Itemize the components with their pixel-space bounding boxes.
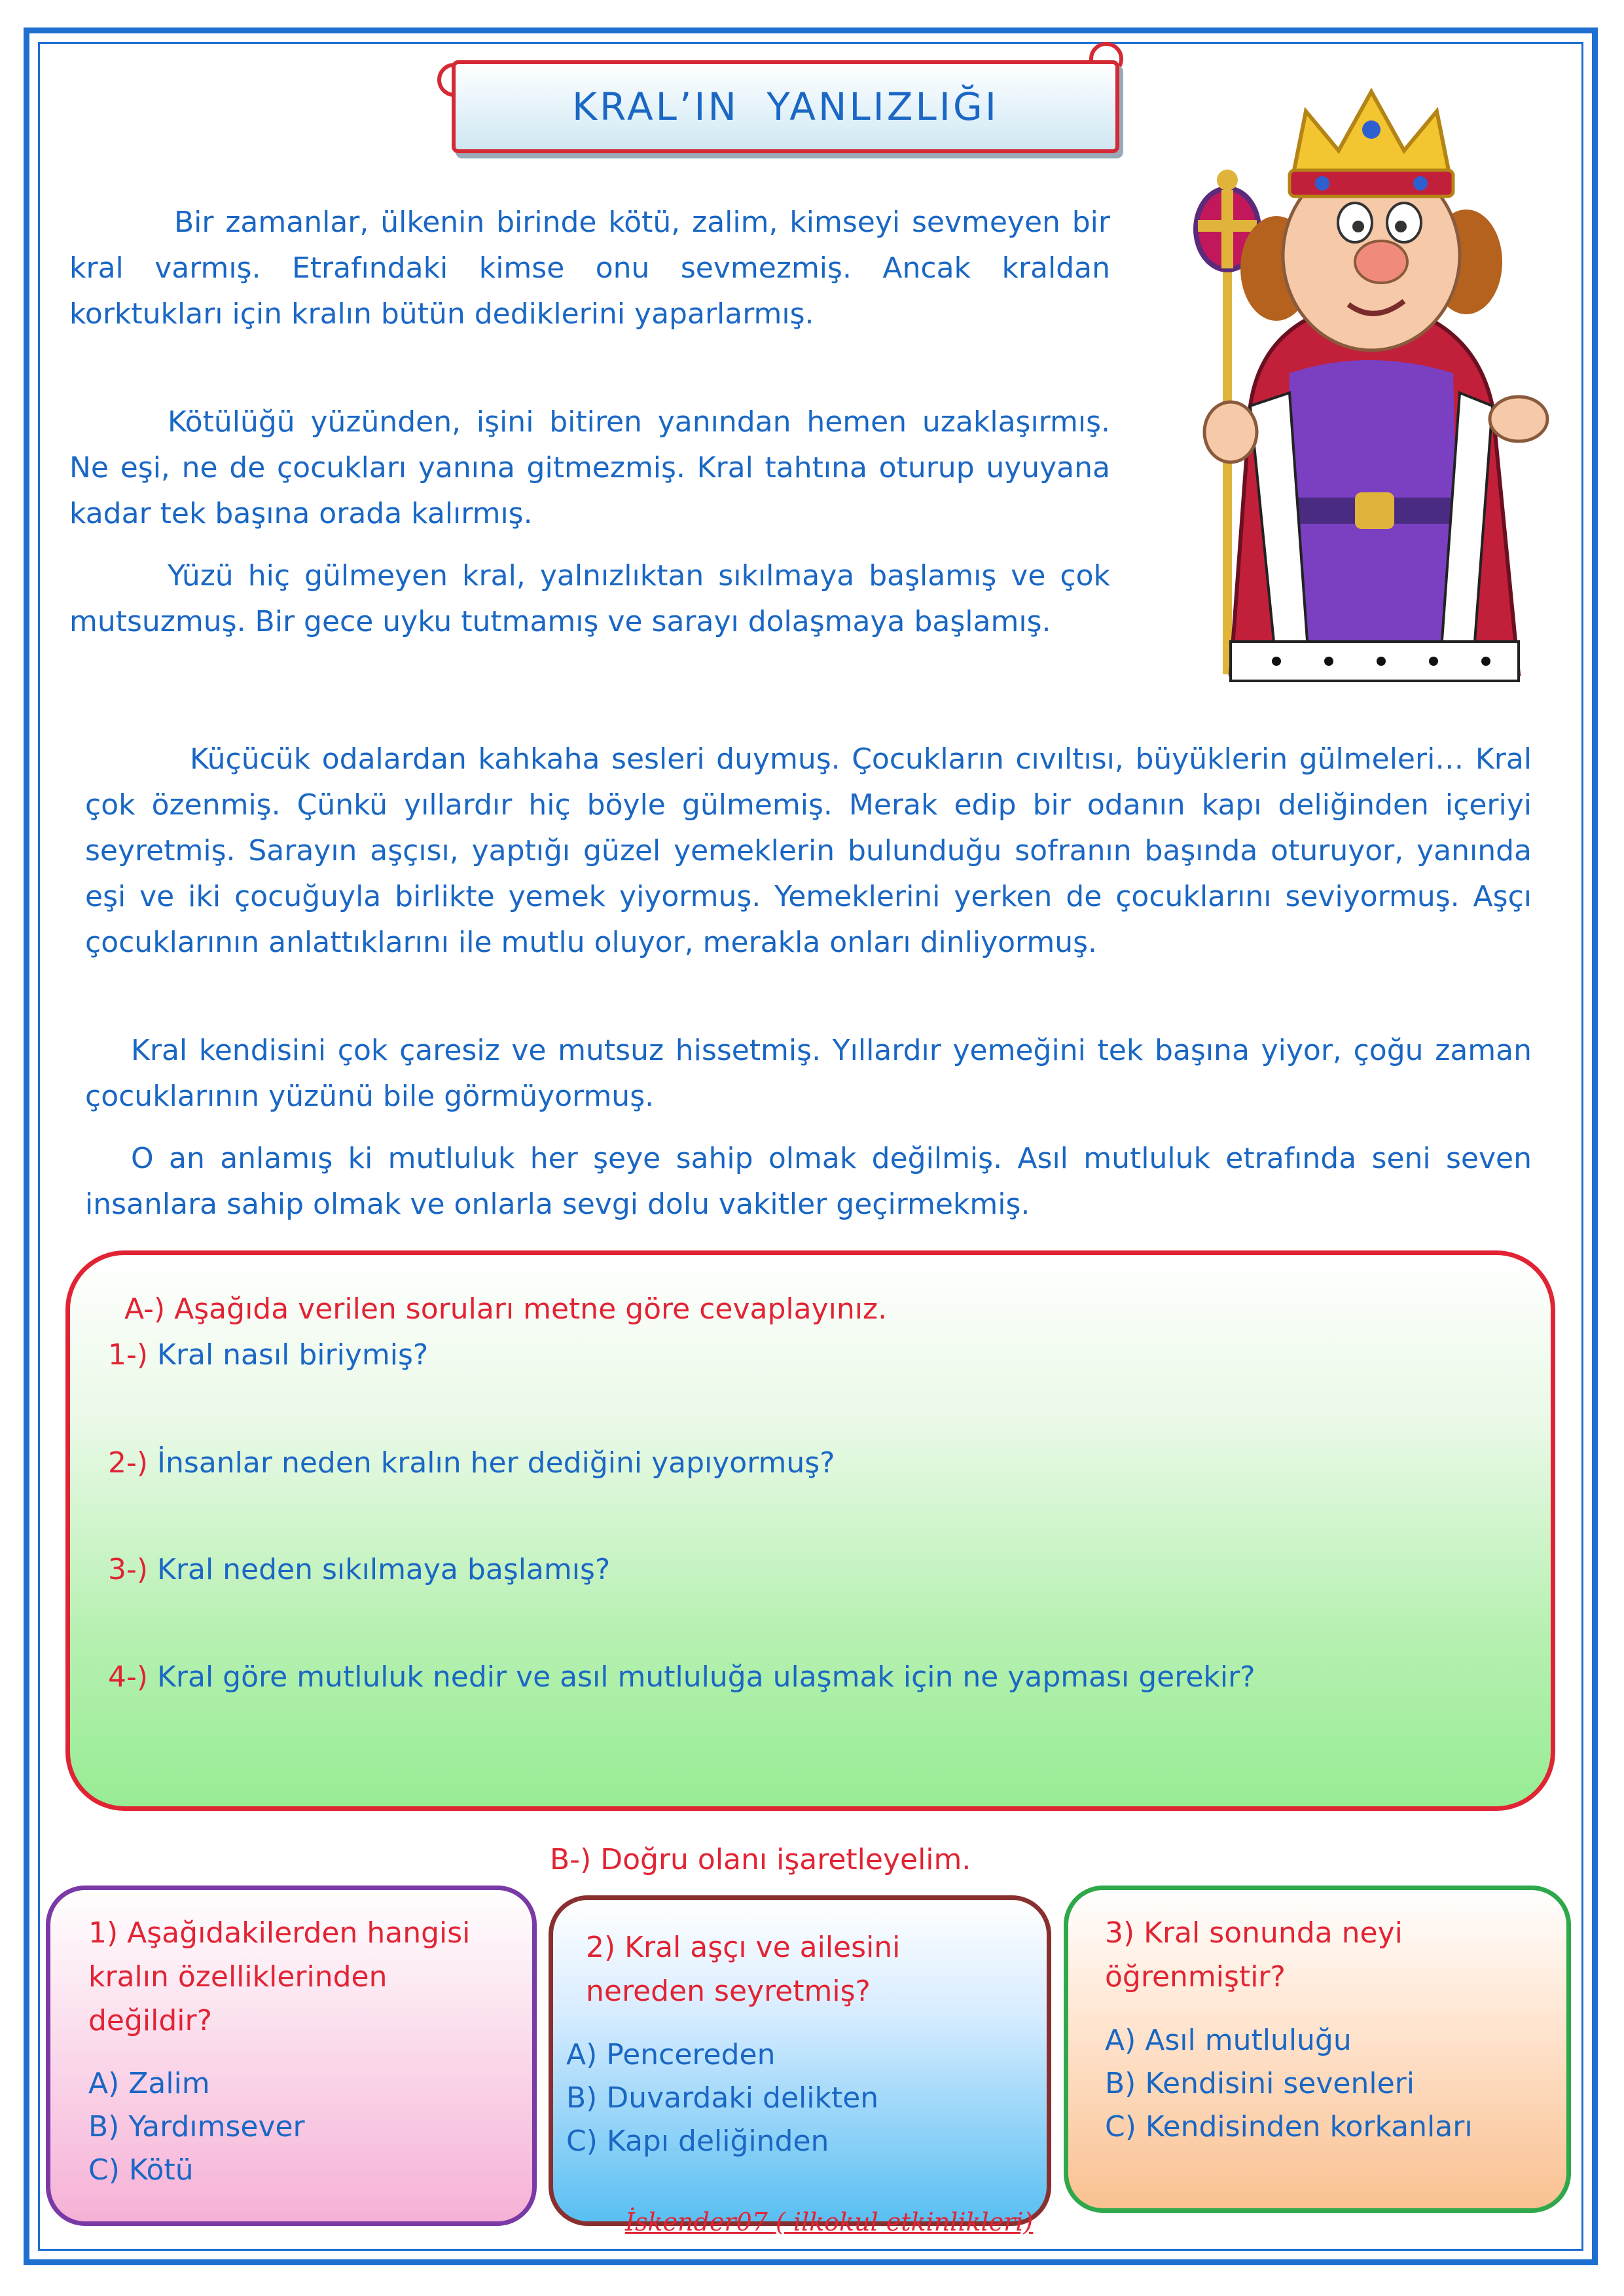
question-4-text: Kral göre mutluluk nedir ve asıl mutluluğa ulaşmak için ne yapması gerekir? xyxy=(157,1660,1255,1694)
choice-1-option-a[interactable]: A) Zalim xyxy=(88,2067,210,2100)
question-2-number: 2-) xyxy=(108,1446,149,1480)
story-paragraph-5: Kral kendisini çok çaresiz ve mutsuz hissetmiş. Yıllardır yemeğini tek başına yiyor, çoğu zaman çocuklarının yüzünü bile görmüyormuş. xyxy=(85,1034,1532,1113)
choice-1-question-line-2: kralın özelliklerinden xyxy=(88,1960,388,1994)
questions-box xyxy=(65,1250,1555,1811)
choice-2-option-b[interactable]: B) Duvardaki delikten xyxy=(566,2081,879,2115)
section-a-heading: A-) Aşağıda verilen soruları metne göre cevaplayınız. xyxy=(124,1292,888,1326)
question-4-number: 4-) xyxy=(108,1660,149,1694)
question-1-text: Kral nasıl biriymiş? xyxy=(157,1338,429,1372)
choice-2-option-a[interactable]: A) Pencereden xyxy=(566,2038,776,2071)
question-3-number: 3-) xyxy=(108,1553,149,1586)
question-1-number: 1-) xyxy=(108,1338,149,1372)
choice-3-question-line-2: öğrenmiştir? xyxy=(1105,1960,1286,1994)
title-banner xyxy=(452,60,1119,153)
choice-2-option-c[interactable]: C) Kapı deliğinden xyxy=(566,2124,829,2158)
choice-2-question-line-1: 2) Kral aşçı ve ailesini xyxy=(586,1931,901,1964)
story-paragraph-6: O an anlamış ki mutluluk her şeye sahip olmak değilmiş. Asıl mutluluk etrafında seni seven insanlara sahip olmak ve onlarla sevgi dolu vakitler geçirmekmiş. xyxy=(85,1142,1532,1221)
question-4 xyxy=(108,1658,1255,1697)
question-2 xyxy=(108,1444,835,1483)
page-title: KRAL’IN YANLIZLIĞI xyxy=(572,84,999,129)
footer-credit: İskender07 ( ilkokul etkinlikleri) xyxy=(625,2208,1034,2236)
story-paragraph-2: Kötülüğü yüzünden, işini bitiren yanından hemen uzaklaşırmış. Ne eşi, ne de çocukları yanına gitmezmiş. Kral tahtına oturup uyuyana kadar tek başına orada kalırmış. xyxy=(69,405,1110,530)
story-paragraph-3: Yüzü hiç gülmeyen kral, yalnızlıktan sıkılmaya başlamış ve çok mutsuzmuş. Bir gece uyku tutmamış ve sarayı dolaşmaya başlamış. xyxy=(69,559,1110,638)
choice-1-option-b[interactable]: B) Yardımsever xyxy=(88,2110,305,2143)
question-3 xyxy=(108,1550,610,1590)
choice-3-option-c[interactable]: C) Kendisinden korkanları xyxy=(1105,2110,1473,2143)
question-2-text: İnsanlar neden kralın her dediğini yapıyormuş? xyxy=(157,1446,835,1480)
question-3-text: Kral neden sıkılmaya başlamış? xyxy=(157,1553,611,1586)
choice-3-option-b[interactable]: B) Kendisini sevenleri xyxy=(1105,2067,1415,2100)
story-paragraph-1: Bir zamanlar, ülkenin birinde kötü, zalim, kimseyi sevmeyen bir kral varmış. Etrafındaki kimse onu sevmezmiş. Ancak kraldan korktukları için kralın bütün dediklerini yaparlarmış. xyxy=(69,206,1110,331)
choice-1-question-line-1: 1) Aşağıdakilerden hangisi xyxy=(88,1916,471,1950)
choice-3-option-a[interactable]: A) Asıl mutluluğu xyxy=(1105,2024,1352,2057)
choice-3-question-line-1: 3) Kral sonunda neyi xyxy=(1105,1916,1403,1950)
section-b-heading: B-) Doğru olanı işaretleyelim. xyxy=(550,1843,971,1876)
choice-1-option-c[interactable]: C) Kötü xyxy=(88,2153,194,2187)
story-paragraph-4: Küçücük odalardan kahkaha sesleri duymuş. Çocukların cıvıltısı, büyüklerin gülmeleri… Kral çok özenmiş. Çünkü yıllardır hiç böyle gülmemiş. Merak edip bir odanın kapı deliğinden içeriyi seyretmiş. Sarayın aşçısı, yaptığı güzel yemeklerin bulunduğu sofranın başında oturuyor, yanında eşi ve iki çocuğuyla birlikte yemek yiyormuş. Yemeklerini yerken de çocuklarını seviyormuş. Aşçı çocuklarının anlattıklarını ile mutlu oluyor, merakla onları dinliyormuş. xyxy=(85,742,1532,959)
choice-2-question-line-2: nereden seyretmiş? xyxy=(586,1975,871,2008)
king-illustration xyxy=(1178,65,1558,694)
choice-1-question-line-3: değildir? xyxy=(88,2004,212,2037)
question-1 xyxy=(108,1336,428,1375)
